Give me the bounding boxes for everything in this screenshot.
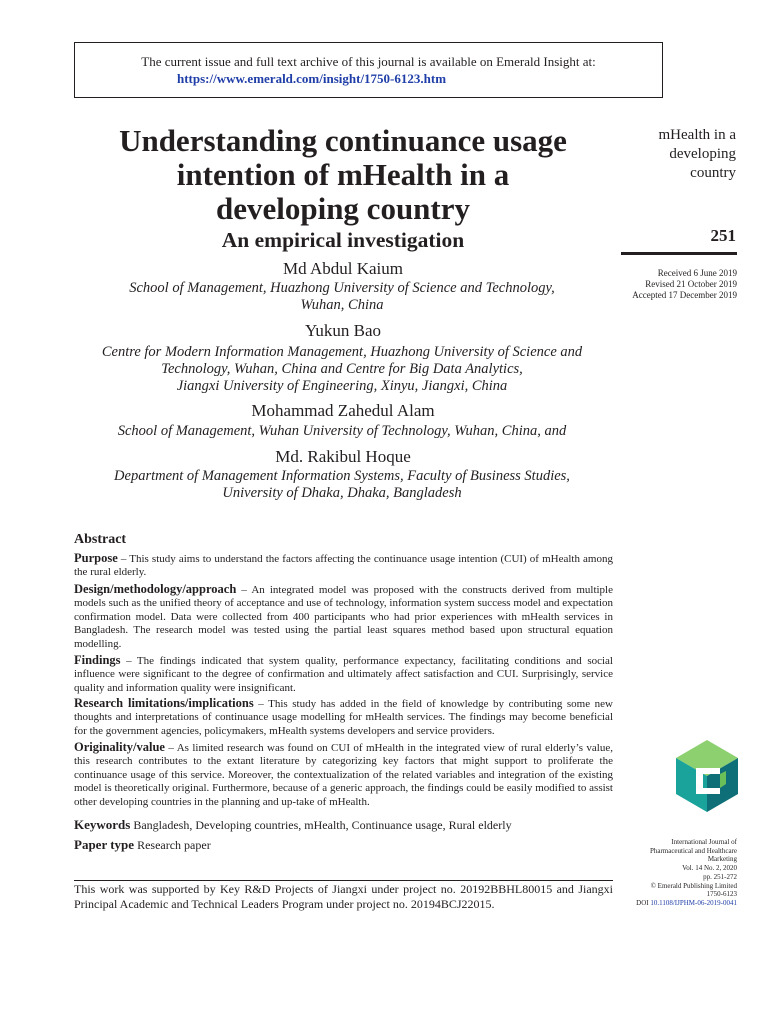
author-affiliation <box>42 468 642 502</box>
section-label: Originality/value <box>74 740 165 754</box>
section-text: – The findings indicated that system quality, performance expectancy, facilitating conditions and social influence were significant to the degree of confirmation and ultimately affect satisfaction and CUI. Surprisingly, service quality and information quality were insignificant. <box>74 655 613 694</box>
emerald-logo-icon <box>676 740 738 812</box>
affiliation-line: Jiangxi University of Engineering, Xinyu, Jiangxi, China <box>176 378 508 394</box>
journal-line: Vol. 14 No. 2, 2020 <box>682 864 737 873</box>
abstract-findings <box>74 654 613 695</box>
affiliation-line: Wuhan, China <box>300 297 384 313</box>
keywords-label: Keywords <box>74 817 131 832</box>
revised-date: Revised 21 October 2019 <box>645 279 737 289</box>
article-dates <box>600 268 737 301</box>
title-line: Understanding continuance usage <box>119 123 567 158</box>
abstract-limitations <box>74 697 613 738</box>
author-affiliation <box>42 280 642 314</box>
journal-line: © Emerald Publishing Limited <box>650 881 737 890</box>
doi-label: DOI <box>636 898 649 907</box>
journal-line: 1750-6123 <box>706 890 737 899</box>
section-label: Findings <box>74 653 121 667</box>
section-text: – This study aims to understand the factors affecting the continuance usage intention (CUI) of mHealth among the rural elderly. <box>74 553 613 579</box>
journal-line: Marketing <box>707 855 737 864</box>
sidebar-rule <box>621 252 737 255</box>
running-title-line: mHealth in a <box>658 127 736 143</box>
author-name: Mohammad Zahedul Alam <box>251 401 435 420</box>
doi-link[interactable]: 10.1108/IJPHM-06-2019-0041 <box>650 898 737 907</box>
article-title <box>74 124 612 226</box>
author-affiliation <box>42 344 642 395</box>
paper-type-label: Paper type <box>74 837 135 852</box>
notice-text: The current issue and full text archive of this journal is available on Emerald Insight at: <box>141 54 596 69</box>
running-title-line: country <box>690 165 736 181</box>
section-text: – This study has added in the field of knowledge by contributing some new thoughts and interpretations of continuance usage modelling for mHealth services. The findings may become beneficial for the government agencies, policymakers, mHealth systems developers and service providers. <box>74 698 613 737</box>
title-line: intention of mHealth in a <box>176 157 510 192</box>
doi-line <box>604 899 737 908</box>
section-text: – As limited research was found on CUI of mHealth in the integrated view of rural elderly’s value, this research contributes to the extant literature by categorizing key factors that might support to proliferate the continuance usage of this service. Moreover, the contextualization of the related variables and integration of the existing model is theoretically original. Furthermore, because of a generic approach, the findings could be easily modified to assist other developing countries in the planning and up-take of mHealth. <box>74 742 613 808</box>
journal-url-link[interactable]: https://www.emerald.com/insight/1750-6123.htm <box>177 71 447 86</box>
accepted-date: Accepted 17 December 2019 <box>632 290 737 300</box>
journal-line: International Journal of <box>671 838 737 846</box>
page-number: 251 <box>710 226 736 245</box>
journal-line: pp. 251-272 <box>703 872 737 881</box>
abstract-heading: Abstract <box>74 532 127 547</box>
keywords-list: Bangladesh, Developing countries, mHealth, Continuance usage, Rural elderly <box>130 818 512 832</box>
section-label: Design/methodology/approach <box>74 582 237 596</box>
keywords <box>74 817 512 833</box>
abstract-design <box>74 583 613 651</box>
author-name: Md. Rakibul Hoque <box>275 447 411 466</box>
section-label: Purpose <box>74 551 118 565</box>
affiliation-line: Technology, Wuhan, China and Centre for Big Data Analytics, <box>161 361 523 377</box>
author-name: Yukun Bao <box>304 321 382 340</box>
paper-type <box>74 837 211 853</box>
title-line: developing country <box>215 191 471 226</box>
journal-info <box>604 838 737 908</box>
abstract-purpose <box>74 552 613 580</box>
funding-note: This work was supported by Key R&D Projects of Jiangxi under project no. 20192BBHL80015 and Jiangxi Principal Academic and Technical Leaders Program under project no. 20194BCJ22015. <box>74 882 613 911</box>
affiliation-line: School of Management, Huazhong University of Science and Technology, <box>129 280 555 296</box>
author-name: Md Abdul Kaium <box>283 259 403 278</box>
received-date: Received 6 June 2019 <box>657 268 737 278</box>
abstract-originality <box>74 741 613 809</box>
article-subtitle: An empirical investigation <box>221 228 465 252</box>
running-title-line: developing <box>669 146 736 162</box>
section-text: – An integrated model was proposed with the constructs derived from multiple models such as the unified theory of acceptance and use of technology, information system success model and expectation confirmation model. Data were collected from 400 participants who had prior experiences with mHealth services in Bangladesh. The research model was tested using the partial least squares method based upon structural equation modelling. <box>74 584 613 650</box>
affiliation-line: University of Dhaka, Dhaka, Bangladesh <box>222 485 462 501</box>
journal-line: Pharmaceutical and Healthcare <box>649 846 737 855</box>
section-label: Research limitations/implications <box>74 696 254 710</box>
author-affiliation <box>42 423 642 440</box>
affiliation-line: Department of Management Information Systems, Faculty of Business Studies, <box>114 468 570 484</box>
journal-archive-notice <box>74 42 663 98</box>
paper-type-value: Research paper <box>134 838 211 852</box>
affiliation-line: Centre for Modern Information Management, Huazhong University of Science and <box>101 344 583 360</box>
running-title <box>612 126 736 183</box>
affiliation-line: School of Management, Wuhan University of Technology, Wuhan, China, and <box>117 423 567 439</box>
